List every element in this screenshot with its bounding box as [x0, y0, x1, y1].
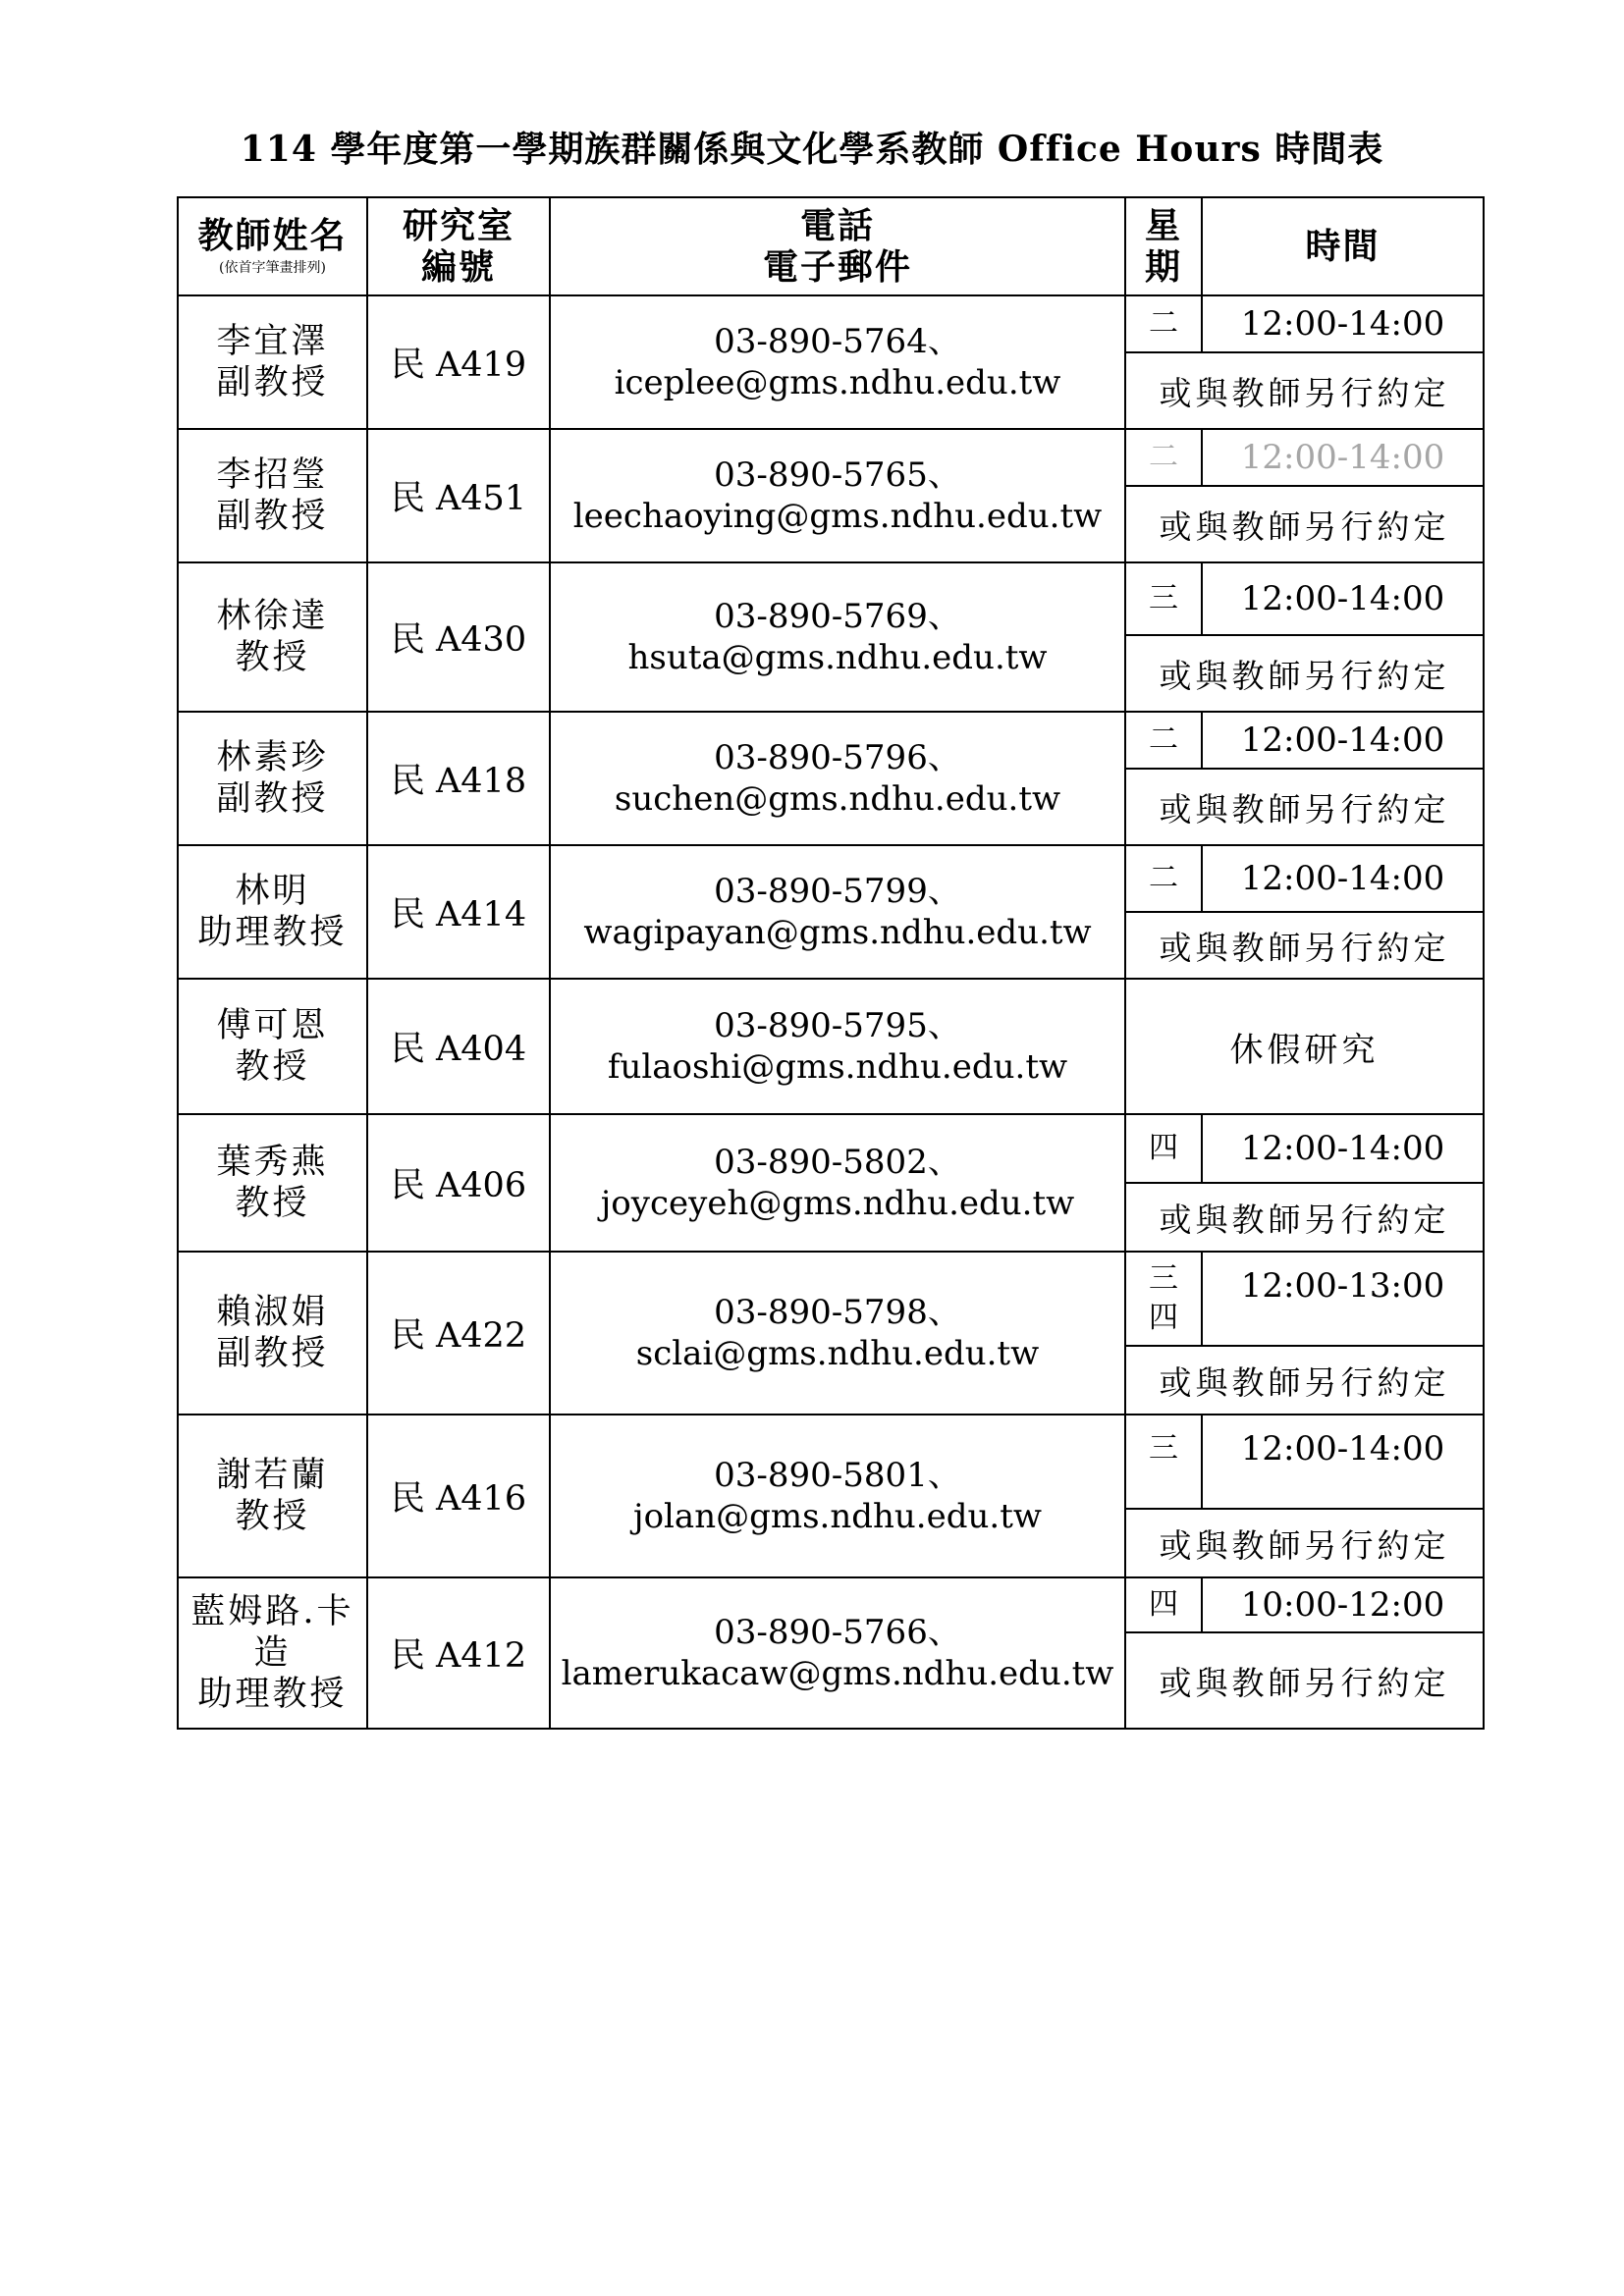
teacher-name-cell: [178, 1415, 367, 1577]
email-address: hsuta@gms.ndhu.edu.tw: [627, 638, 1048, 677]
teacher-name: 林明: [235, 872, 310, 911]
email-address: iceplee@gms.ndhu.edu.tw: [614, 363, 1061, 402]
weekday: 二: [1125, 295, 1202, 352]
email-address: fulaoshi@gms.ndhu.edu.tw: [607, 1047, 1068, 1087]
header-room-line2: 編號: [420, 246, 496, 288]
phone-number: 03-890-5765、: [714, 455, 961, 495]
alt-arrangement: 或與教師另行約定: [1125, 486, 1484, 562]
email-address: wagipayan@gms.ndhu.edu.tw: [583, 913, 1092, 952]
table-row: [178, 1252, 1484, 1346]
teacher-name: 林徐達: [216, 597, 329, 636]
email-address: jolan@gms.ndhu.edu.tw: [633, 1497, 1042, 1536]
phone-number: 03-890-5802、: [714, 1143, 961, 1182]
room-number: 民 A419: [367, 295, 550, 429]
phone-number: 03-890-5795、: [714, 1006, 961, 1045]
time-slot: 12:00-14:00: [1202, 712, 1484, 769]
contact-cell: [550, 295, 1125, 429]
weekday: [1125, 1252, 1202, 1346]
page-title: 114 學年度第一學期族群關係與文化學系教師 Office Hours 時間表: [240, 129, 1384, 170]
email-address: joyceyeh@gms.ndhu.edu.tw: [600, 1184, 1075, 1223]
email-address: lamerukacaw@gms.ndhu.edu.tw: [561, 1654, 1114, 1693]
room-number: 民 A422: [367, 1252, 550, 1415]
teacher-title: 副教授: [216, 779, 329, 819]
header-name: [178, 197, 367, 295]
time-slot: 12:00-14:00: [1202, 562, 1484, 635]
table-row: [178, 979, 1484, 1114]
teacher-title: 教授: [235, 638, 310, 677]
teacher-title: 副教授: [216, 363, 329, 402]
alt-arrangement: 或與教師另行約定: [1125, 1183, 1484, 1252]
office-hours-table: [177, 196, 1485, 1730]
teacher-name-continued: 造: [253, 1633, 292, 1673]
alt-arrangement: 或與教師另行約定: [1125, 1346, 1484, 1415]
time-slot: 12:00-14:00: [1202, 295, 1484, 352]
email-address: sclai@gms.ndhu.edu.tw: [635, 1334, 1040, 1373]
contact-cell: [550, 1577, 1125, 1729]
teacher-name: 林素珍: [216, 738, 329, 777]
phone-number: 03-890-5798、: [714, 1293, 961, 1332]
teacher-name-cell: [178, 845, 367, 979]
alt-arrangement: 或與教師另行約定: [1125, 912, 1484, 979]
phone-number: 03-890-5769、: [714, 597, 961, 636]
time-slot: 10:00-12:00: [1202, 1577, 1484, 1632]
header-room-line1: 研究室: [402, 205, 514, 246]
teacher-name: 藍姆路.卡: [190, 1592, 354, 1631]
room-number: 民 A406: [367, 1114, 550, 1252]
table-row: [178, 1577, 1484, 1632]
table-row: [178, 712, 1484, 769]
room-number: 民 A412: [367, 1577, 550, 1729]
weekday: 四: [1125, 1114, 1202, 1183]
header-time: 時間: [1202, 197, 1484, 295]
header-day-line2: 期: [1144, 246, 1182, 288]
contact-cell: [550, 979, 1125, 1114]
header-name-note: (依首字筆畫排列): [219, 260, 326, 276]
email-address: leechaoying@gms.ndhu.edu.tw: [572, 497, 1103, 536]
teacher-title: 助理教授: [197, 913, 348, 952]
teacher-name-cell: [178, 1577, 367, 1729]
header-contact-line2: 電子郵件: [762, 246, 912, 288]
teacher-name: 謝若蘭: [216, 1456, 329, 1495]
weekday: 三: [1125, 562, 1202, 635]
contact-cell: [550, 1114, 1125, 1252]
teacher-title: 教授: [235, 1047, 310, 1087]
time-slot: 12:00-13:00: [1202, 1252, 1484, 1346]
teacher-title: 副教授: [216, 497, 329, 536]
contact-cell: [550, 845, 1125, 979]
teacher-name-cell: [178, 429, 367, 562]
teacher-name: 賴淑娟: [216, 1293, 329, 1332]
phone-number: 03-890-5801、: [714, 1456, 961, 1495]
room-number: 民 A416: [367, 1415, 550, 1577]
alt-arrangement: 或與教師另行約定: [1125, 1509, 1484, 1577]
header-day: [1125, 197, 1202, 295]
alt-arrangement: 或與教師另行約定: [1125, 635, 1484, 712]
header-room: [367, 197, 550, 295]
room-number: 民 A414: [367, 845, 550, 979]
weekday-second: 四: [1149, 1301, 1178, 1335]
contact-cell: [550, 712, 1125, 845]
teacher-title: 教授: [235, 1497, 310, 1536]
teacher-name: 傅可恩: [216, 1006, 329, 1045]
time-slot: 12:00-14:00: [1202, 1114, 1484, 1183]
phone-number: 03-890-5764、: [714, 322, 961, 361]
table-row: [178, 295, 1484, 352]
teacher-name-cell: [178, 979, 367, 1114]
room-number: 民 A418: [367, 712, 550, 845]
table-row: [178, 1415, 1484, 1509]
contact-cell: [550, 1415, 1125, 1577]
room-number: 民 A430: [367, 562, 550, 712]
teacher-name: 葉秀燕: [216, 1143, 329, 1182]
alt-arrangement: 或與教師另行約定: [1125, 1632, 1484, 1729]
weekday: 二: [1125, 429, 1202, 486]
teacher-name: 李招瑩: [216, 455, 329, 495]
room-number: 民 A404: [367, 979, 550, 1114]
weekday: 二: [1125, 712, 1202, 769]
teacher-name-cell: [178, 295, 367, 429]
contact-cell: [550, 562, 1125, 712]
header-name-label: 教師姓名: [197, 215, 348, 256]
weekday-first: 三: [1149, 1261, 1178, 1296]
header-day-line1: 星: [1144, 205, 1182, 246]
teacher-name-cell: [178, 1252, 367, 1415]
table-row: [178, 562, 1484, 635]
phone-number: 03-890-5796、: [714, 738, 961, 777]
alt-arrangement: 或與教師另行約定: [1125, 769, 1484, 845]
time-slot: 12:00-14:00: [1202, 429, 1484, 486]
sabbatical-status: 休假研究: [1125, 979, 1484, 1114]
weekday: 二: [1125, 845, 1202, 912]
phone-number: 03-890-5799、: [714, 872, 961, 911]
time-slot: 12:00-14:00: [1202, 845, 1484, 912]
alt-arrangement: 或與教師另行約定: [1125, 352, 1484, 429]
header-contact: [550, 197, 1125, 295]
header-contact-line1: 電話: [799, 205, 875, 246]
teacher-title: 副教授: [216, 1334, 329, 1373]
email-address: suchen@gms.ndhu.edu.tw: [614, 779, 1061, 819]
teacher-title: 教授: [235, 1184, 310, 1223]
teacher-name-cell: [178, 1114, 367, 1252]
weekday: 三: [1125, 1415, 1202, 1509]
teacher-name: 李宜澤: [216, 322, 329, 361]
room-number: 民 A451: [367, 429, 550, 562]
teacher-name-cell: [178, 712, 367, 845]
weekday: 四: [1125, 1577, 1202, 1632]
time-slot: 12:00-14:00: [1202, 1415, 1484, 1509]
table-row: [178, 429, 1484, 486]
contact-cell: [550, 1252, 1125, 1415]
teacher-name-cell: [178, 562, 367, 712]
header-row: [178, 197, 1484, 295]
phone-number: 03-890-5766、: [714, 1613, 961, 1652]
teacher-title: 助理教授: [197, 1675, 348, 1714]
table-row: [178, 1114, 1484, 1183]
contact-cell: [550, 429, 1125, 562]
table-row: [178, 845, 1484, 912]
